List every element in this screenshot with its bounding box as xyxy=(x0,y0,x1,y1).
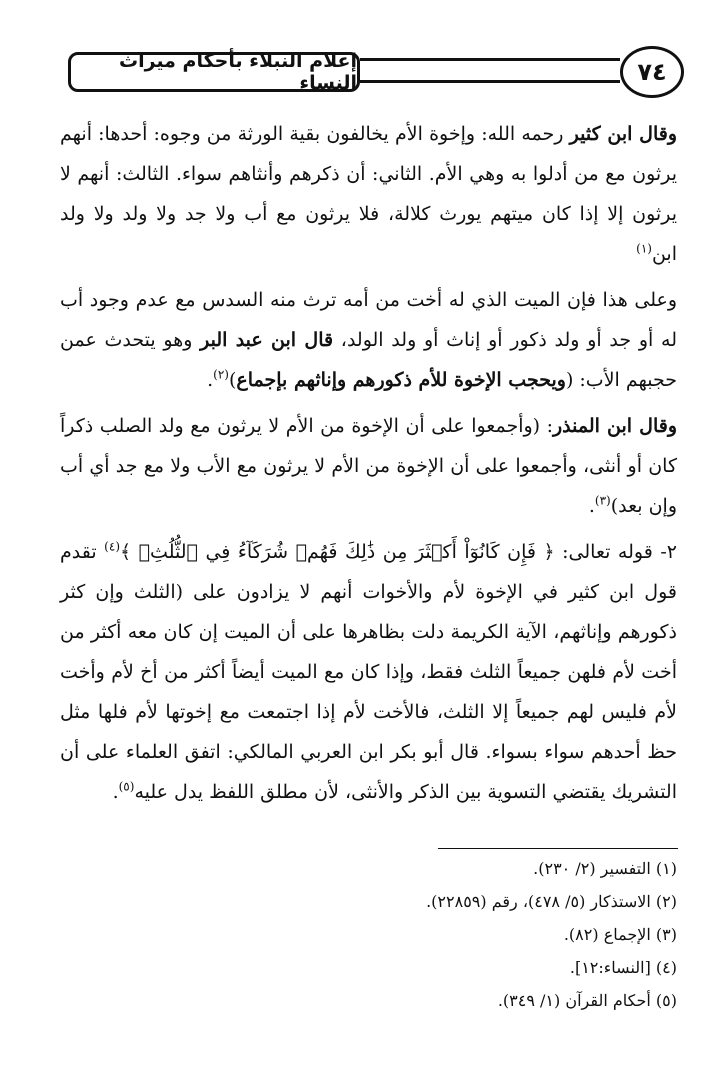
footnote-4: (٤) [النساء:١٢]. xyxy=(569,958,677,977)
main-text xyxy=(60,114,677,818)
paragraph-2-text-c: ) xyxy=(228,369,237,391)
speaker-ibn-al-mundhir: وقال ابن المنذر xyxy=(553,415,678,437)
paragraph-4 xyxy=(60,532,677,812)
page-number-badge xyxy=(620,46,684,98)
footnote-separator xyxy=(438,848,678,849)
page-number: ٧٤ xyxy=(637,58,667,86)
paragraph-4-text-b: ﴾ xyxy=(120,541,139,563)
book-title: إعلام النبلاء بأحكام ميراث النساء xyxy=(118,50,357,94)
footnote-ref-4: (٤) xyxy=(104,539,120,554)
footnotes xyxy=(60,852,677,1017)
paragraph-4-end: . xyxy=(112,781,119,803)
footnote-ref-5: (٥) xyxy=(118,779,135,794)
footnote-3: (٣) الإجماع (٨٢). xyxy=(563,925,677,944)
footnote-ref-2: (٢) xyxy=(213,367,229,382)
footnote-ref-3: (٣) xyxy=(594,493,611,508)
paragraph-2-text-a: وعلى هذا فإن الميت الذي له أخت من أمه ترث منه السدس مع عدم وجود أب له أو جد أو ولد ذكور أو إناث أو ولد الولد، xyxy=(60,289,677,351)
book-title-frame xyxy=(68,52,360,92)
quran-verse: فَإِن كَانُوٓاْ أَكۡثَرَ مِن ذَٰلِكَ فَهُمۡ شُرَكَآءُ فِي ٱلثُّلُثِۚ xyxy=(138,541,536,563)
paragraph-2 xyxy=(60,280,677,400)
footnote-ref-1: (١) xyxy=(636,241,652,256)
header-rule-bottom xyxy=(360,80,620,83)
paragraph-1 xyxy=(60,114,677,274)
footnote-2: (٢) الاستذكار (٥/ ٤٧٨)، رقم (٢٢٨٥٩). xyxy=(426,892,677,911)
paragraph-4-text-c: تقدم قول ابن كثير في الإخوة لأم والأخوات أنهم لا يزادون على (الثلث وإن كثر ذكورهم وإناثهم، الآية الكريمة دلت بظاهرها على أن الميت إن كان معه أكثر من أخت لأم فلهن جميعاً الثلث فقط، وإذا كان مع الميت أيضاً أكثر من أخ لأم وأخت لأم فليس لهم جميعاً إلا الثلث، فالأخت لأم إذا اجتمعت مع إخوتها لأم فلها مثل حظ أحدهم سواء بسواء. قال أبو بكر ابن العربي المالكي: اتفق العلماء على أن التشريك يقتضي التسوية بين الذكر والأنثى، لأن مطلق اللفظ يدل عليه xyxy=(60,541,677,803)
paragraph-1-text: رحمه الله: وإخوة الأم يخالفون بقية الورثة من وجوه: أحدها: أنهم يرثون مع من أدلوا به وهي الأم. الثاني: أن ذكرهم وأنثاهم سواء. الثالث: أنهم لا يرثون إلا إذا كان ميتهم يورث كلالة، فلا يرثون مع أب ولا جد ولا ولد ولا ولد ابن xyxy=(60,123,677,265)
paragraph-4-text-a: ٢- قوله تعالى: ﴿ xyxy=(535,541,677,563)
footnote-5: (٥) أحكام القرآن (١/ ٣٤٩). xyxy=(497,991,677,1010)
paragraph-3-end: . xyxy=(588,495,595,517)
footnote-1: (١) التفسير (٢/ ٢٣٠). xyxy=(533,859,677,878)
page-header xyxy=(60,44,686,96)
paragraph-3-text: : (وأجمعوا على أن الإخوة من الأم لا يرثون مع ولد الصلب ذكراً كان أو أنثى، وأجمعوا على أن الإخوة من الأم لا يرثون مع الأب ولا مع جد أي أب وإن بعد) xyxy=(60,415,677,517)
paragraph-3 xyxy=(60,406,677,526)
quoted-ruling: ويحجب الإخوة للأم ذكورهم وإناثهم بإجماع xyxy=(236,369,566,391)
header-rule-top xyxy=(360,58,620,61)
speaker-ibn-abd-al-barr: قال ابن عبد البر xyxy=(200,329,334,351)
paragraph-2-end: . xyxy=(207,369,214,391)
speaker-ibn-kathir: وقال ابن كثير xyxy=(569,123,678,145)
paragraph-2-text-b: وهو يتحدث عمن حجبهم الأب: ( xyxy=(60,329,677,391)
